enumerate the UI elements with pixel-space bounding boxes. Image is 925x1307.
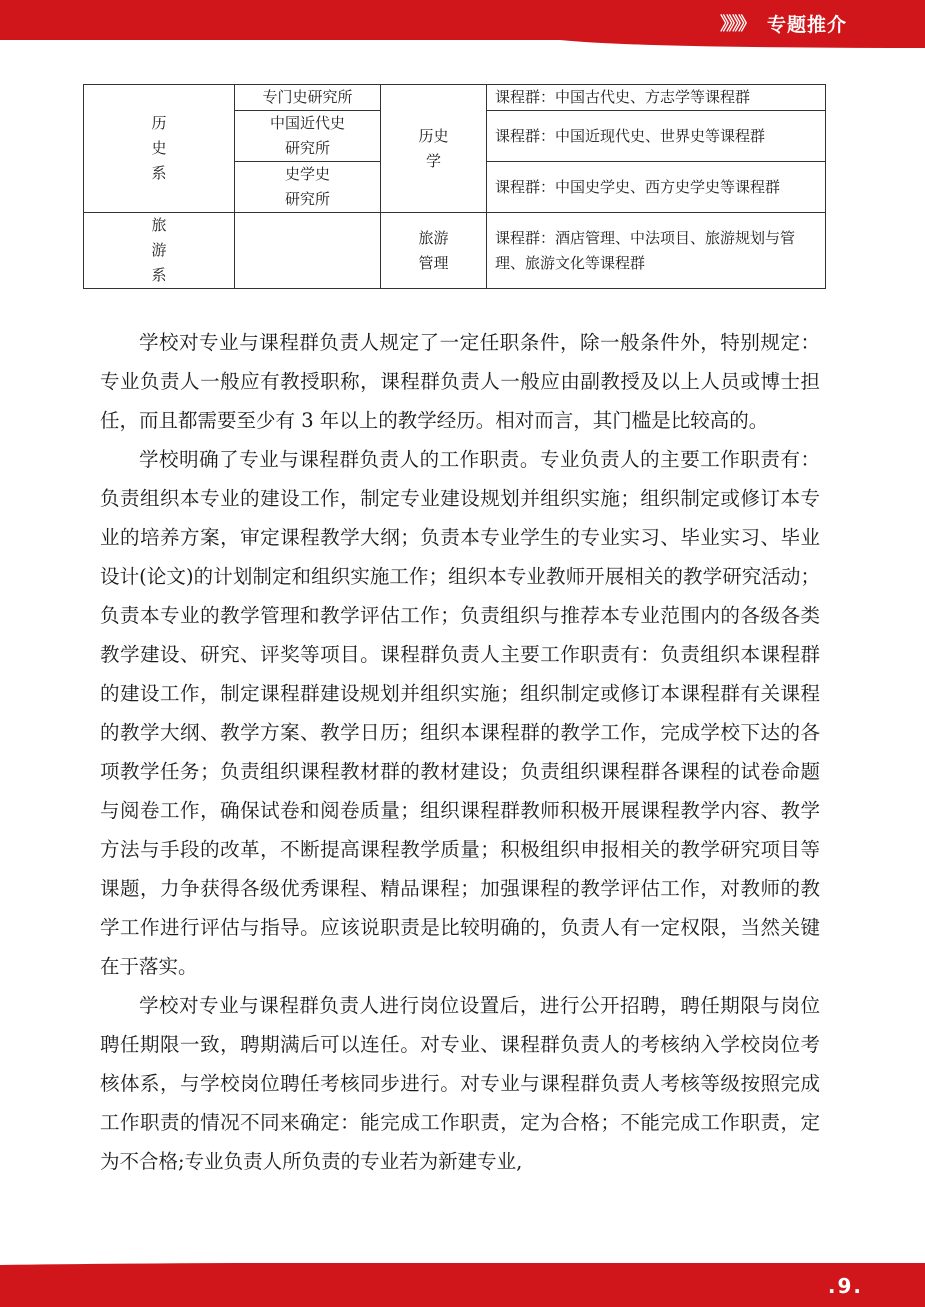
course-group-cell: 课程群：酒店管理、中法项目、旅游规划与管理、旅游文化等课程群 xyxy=(487,213,826,289)
dept-cell: 历史系 xyxy=(84,85,235,213)
institute-cell: 专门史研究所 xyxy=(235,85,381,111)
table-row xyxy=(84,85,826,111)
major-cell: 历史 学 xyxy=(381,85,487,213)
section-label: 专题推介 xyxy=(766,14,847,36)
dept-cell: 旅游系 xyxy=(84,213,235,289)
institute-cell: 中国近代史 研究所 xyxy=(235,111,381,162)
article-body xyxy=(100,323,820,1181)
institute-cell xyxy=(235,213,381,289)
institute-cell: 史学史 研究所 xyxy=(235,162,381,213)
course-group-cell: 课程群：中国史学史、西方史学史等课程群 xyxy=(487,162,826,213)
course-group-cell: 课程群：中国近现代史、世界史等课程群 xyxy=(487,111,826,162)
paragraph: 学校明确了专业与课程群负责人的工作职责。专业负责人的主要工作职责有：负责组织本专业的建设工作，制定专业建设规划并组织实施；组织制定或修订本专业的培养方案，审定课程教学大纲；负责本专业学生的专业实习、毕业实习、毕业设计(论文)的计划制定和组织实施工作；组织本专业教师开展相关的教学研究活动；负责本专业的教学管理和教学评估工作；负责组织与推荐本专业范围内的各级各类教学建设、研究、评奖等项目。课程群负责人主要工作职责有：负责组织本课程群的建设工作，制定课程群建设规划并组织实施；组织制定或修订本课程群有关课程的教学大纲、教学方案、教学日历；组织本课程群的教学工作，完成学校下达的各项教学任务；负责组织课程教材群的教材建设；负责组织课程群各课程的试卷命题与阅卷工作，确保试卷和阅卷质量；组织课程群教师积极开展课程教学内容、教学方法与手段的改革，不断提高课程教学质量；积极组织申报相关的教学研究项目等课题，力争获得各级优秀课程、精品课程；加强课程的教学评估工作，对教师的教学工作进行评估与指导。应该说职责是比较明确的，负责人有一定权限，当然关键在于落实。 xyxy=(100,448,820,978)
page-number: .9. xyxy=(827,1274,863,1298)
header-arrows-icon: 》》》》 xyxy=(720,14,753,35)
course-group-cell: 课程群：中国古代史、方志学等课程群 xyxy=(487,85,826,111)
table-row xyxy=(84,213,826,289)
paragraph: 学校对专业与课程群负责人进行岗位设置后，进行公开招聘，聘任期限与岗位聘任期限一致，聘期满后可以连任。对专业、课程群负责人的考核纳入学校岗位考核体系，与学校岗位聘任考核同步进行。对专业与课程群负责人考核等级按照完成工作职责的情况不同来确定：能完成工作职责，定为合格；不能完成工作职责，定为不合格;专业负责人所负责的专业若为新建专业, xyxy=(100,994,820,1173)
paragraph: 学校对专业与课程群负责人规定了一定任职条件，除一般条件外，特别规定：专业负责人一般应有教授职称，课程群负责人一般应由副教授及以上人员或博士担任，而且都需要至少有 3 年以上的教学经历。相对而言，其门槛是比较高的。 xyxy=(100,331,820,432)
major-cell: 旅游 管理 xyxy=(381,213,487,289)
department-table xyxy=(83,84,826,289)
footer-band xyxy=(0,1263,925,1307)
